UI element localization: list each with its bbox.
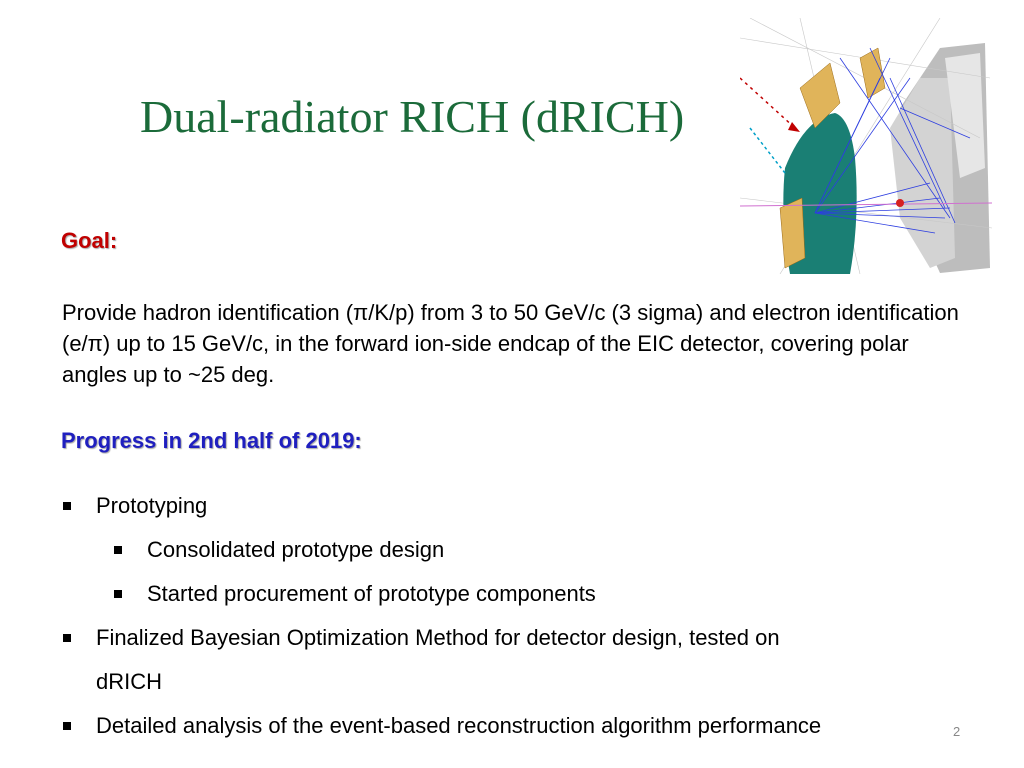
goal-heading: Goal:: [61, 228, 118, 253]
progress-heading: Progress in 2nd half of 2019:: [61, 428, 362, 453]
bullet-bayesian-continuation: [96, 660, 162, 704]
drich-detector-figure: [740, 18, 992, 274]
bullet-analysis: [96, 704, 821, 748]
bullet-text: Prototyping: [96, 493, 208, 518]
bullet-prototyping: [96, 484, 207, 528]
bullet-marker: [63, 722, 71, 730]
page-number: 2: [953, 724, 961, 739]
goal-text: Provide hadron identification (π/K/p) from 3 to 50 GeV/c (3 sigma) and electron identification (e/π) up to 15 GeV/c, in the forward ion-side endcap of the EIC detector, covering polar angles up to ~25 deg.: [62, 300, 959, 387]
bullet-marker: [114, 590, 122, 598]
slide-title: Dual-radiator RICH (dRICH): [140, 91, 685, 142]
bullet-procurement: [147, 572, 596, 616]
bullet-text: Started procurement of prototype components: [147, 581, 596, 606]
bullet-text: dRICH: [96, 669, 163, 694]
bullet-marker: [114, 546, 122, 554]
bullet-text: Finalized Bayesian Optimization Method for detector design, tested on: [96, 625, 780, 650]
bullet-text: Consolidated prototype design: [147, 537, 445, 562]
bullet-marker: [63, 502, 71, 510]
bullet-text: Detailed analysis of the event-based reconstruction algorithm performance: [96, 713, 822, 738]
bullet-marker: [63, 634, 71, 642]
bullet-consolidated-design: [147, 528, 444, 572]
bullet-bayesian-optimization: [96, 616, 780, 660]
